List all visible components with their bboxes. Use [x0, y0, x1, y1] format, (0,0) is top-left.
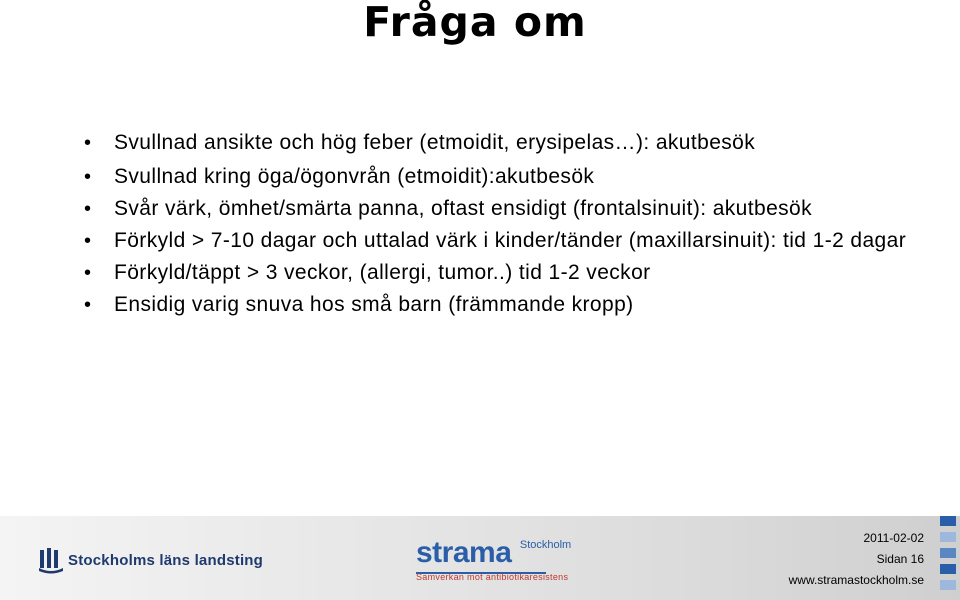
- square-icon: [940, 580, 956, 590]
- square-icon: [940, 564, 956, 574]
- bullet-icon: •: [84, 198, 92, 220]
- bullet-icon: •: [84, 294, 92, 316]
- bullet-icon: •: [84, 132, 92, 154]
- strama-sub: Stockholm: [519, 539, 572, 551]
- bullet-text: Förkyld/täppt > 3 veckor, (allergi, tumor..) tid 1-2 veckor: [114, 261, 651, 284]
- bullet-icon: •: [84, 230, 92, 252]
- square-icon: [940, 532, 956, 542]
- slide-date: 2011-02-02: [863, 531, 924, 545]
- bullet-item: [80, 260, 940, 286]
- slide-page-number: Sidan 16: [876, 552, 924, 566]
- bullet-item: [80, 196, 940, 222]
- bullet-item: [80, 228, 940, 254]
- bullet-text: Förkyld > 7-10 dagar och uttalad värk i kinder/tänder (maxillarsinuit): tid 1-2 dagar: [114, 229, 907, 252]
- bullet-list: [80, 130, 940, 324]
- sll-crown-icon: [38, 546, 64, 574]
- bullet-text: Svår värk, ömhet/smärta panna, oftast ensidigt (frontalsinuit): akutbesök: [114, 197, 813, 220]
- bullet-text: Svullnad ansikte och hög feber (etmoidit, erysipelas…): akutbesök: [114, 131, 756, 154]
- slide-meta: [789, 528, 924, 591]
- bullet-item: [80, 130, 940, 156]
- bullet-text: Ensidig varig snuva hos små barn (främmande kropp): [114, 293, 634, 316]
- bullet-icon: •: [84, 166, 92, 188]
- strama-tagline: Samverkan mot antibiotikaresistens: [416, 572, 569, 582]
- bullet-item: [80, 292, 940, 318]
- bullet-item: [80, 164, 940, 190]
- sll-name: Stockholms läns landsting: [68, 551, 264, 569]
- sll-logo: [38, 546, 263, 574]
- strama-name: strama: [416, 536, 512, 569]
- decorative-squares: [928, 516, 958, 596]
- slide-title: Fråga om: [363, 0, 587, 46]
- strama-logo: [416, 536, 571, 582]
- slide-footer: [0, 516, 960, 600]
- bullet-icon: •: [84, 262, 92, 284]
- bullet-text: Svullnad kring öga/ögonvrån (etmoidit):akutbesök: [114, 165, 595, 188]
- slide-url: www.stramastockholm.se: [788, 573, 924, 587]
- square-icon: [940, 516, 956, 526]
- square-icon: [940, 548, 956, 558]
